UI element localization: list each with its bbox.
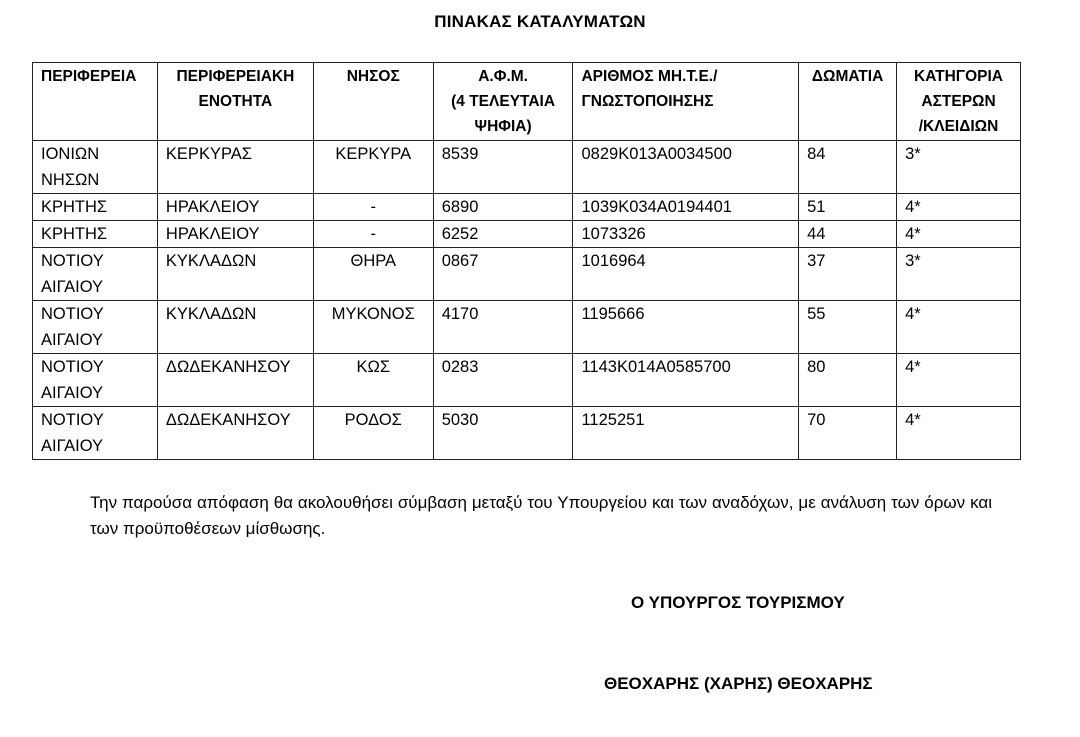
cell-afm: 8539: [433, 141, 573, 194]
cell-island: -: [313, 221, 433, 248]
cell-rooms: 51: [799, 194, 897, 221]
cell-region: ΝΟΤΙΟΥ ΑΙΓΑΙΟΥ: [33, 248, 158, 301]
cell-category: 4*: [897, 407, 1021, 460]
cell-rooms: 37: [799, 248, 897, 301]
cell-afm: 6890: [433, 194, 573, 221]
cell-regional-unit: ΗΡΑΚΛΕΙΟΥ: [157, 221, 313, 248]
cell-rooms: 70: [799, 407, 897, 460]
table-row: [33, 194, 1021, 221]
header-rooms: ΔΩΜΑΤΙΑ: [799, 63, 897, 141]
cell-category: 4*: [897, 301, 1021, 354]
cell-region: ΝΟΤΙΟΥ ΑΙΓΑΙΟΥ: [33, 354, 158, 407]
cell-island: ΚΕΡΚΥΡΑ: [313, 141, 433, 194]
cell-mhte-number: 0829Κ013Α0034500: [573, 141, 799, 194]
cell-region: ΚΡΗΤΗΣ: [33, 221, 158, 248]
cell-category: 4*: [897, 221, 1021, 248]
cell-rooms: 80: [799, 354, 897, 407]
cell-region: ΝΟΤΙΟΥ ΑΙΓΑΙΟΥ: [33, 301, 158, 354]
accommodations-table: [32, 62, 1021, 460]
cell-regional-unit: ΔΩΔΕΚΑΝΗΣΟΥ: [157, 354, 313, 407]
cell-mhte-number: 1073326: [573, 221, 799, 248]
cell-afm: 4170: [433, 301, 573, 354]
cell-category: 4*: [897, 194, 1021, 221]
cell-category: 3*: [897, 141, 1021, 194]
cell-mhte-number: 1143Κ014Α0585700: [573, 354, 799, 407]
signature-title: Ο ΥΠΟΥΡΓΟΣ ΤΟΥΡΙΣΜΟΥ: [631, 593, 845, 612]
cell-regional-unit: ΗΡΑΚΛΕΙΟΥ: [157, 194, 313, 221]
header-regional-unit: ΠΕΡΙΦΕΡΕΙΑΚΗ ΕΝΟΤΗΤΑ: [157, 63, 313, 141]
cell-regional-unit: ΚΕΡΚΥΡΑΣ: [157, 141, 313, 194]
header-category: ΚΑΤΗΓΟΡΙΑ ΑΣΤΕΡΩΝ /ΚΛΕΙΔΙΩΝ: [897, 63, 1021, 141]
header-island: ΝΗΣΟΣ: [313, 63, 433, 141]
cell-mhte-number: 1125251: [573, 407, 799, 460]
cell-mhte-number: 1016964: [573, 248, 799, 301]
signature-name: ΘΕΟΧΑΡΗΣ (ΧΑΡΗΣ) ΘΕΟΧΑΡΗΣ: [604, 674, 873, 693]
cell-regional-unit: ΔΩΔΕΚΑΝΗΣΟΥ: [157, 407, 313, 460]
cell-island: ΘΗΡΑ: [313, 248, 433, 301]
cell-category: 3*: [897, 248, 1021, 301]
cell-regional-unit: ΚΥΚΛΑΔΩΝ: [157, 248, 313, 301]
cell-regional-unit: ΚΥΚΛΑΔΩΝ: [157, 301, 313, 354]
cell-afm: 5030: [433, 407, 573, 460]
cell-mhte-number: 1195666: [573, 301, 799, 354]
cell-island: ΚΩΣ: [313, 354, 433, 407]
table-row: [33, 141, 1021, 194]
cell-afm: 6252: [433, 221, 573, 248]
cell-island: ΜΥΚΟΝΟΣ: [313, 301, 433, 354]
table-header-row: [33, 63, 1021, 141]
table-row: [33, 354, 1021, 407]
cell-island: ΡΟΔΟΣ: [313, 407, 433, 460]
document-title: ΠΙΝΑΚΑΣ ΚΑΤΑΛΥΜΑΤΩΝ: [434, 12, 646, 31]
header-region: ΠΕΡΙΦΕΡΕΙΑ: [33, 63, 158, 141]
cell-region: ΚΡΗΤΗΣ: [33, 194, 158, 221]
cell-afm: 0867: [433, 248, 573, 301]
header-afm: Α.Φ.Μ. (4 ΤΕΛΕΥΤΑΙΑ ΨΗΦΙΑ): [433, 63, 573, 141]
header-mhte-number: ΑΡΙΘΜΟΣ ΜΗ.Τ.Ε./ ΓΝΩΣΤΟΠΟΙΗΣΗΣ: [573, 63, 799, 141]
table-row: [33, 407, 1021, 460]
cell-category: 4*: [897, 354, 1021, 407]
cell-afm: 0283: [433, 354, 573, 407]
cell-region: ΙΟΝΙΩΝ ΝΗΣΩΝ: [33, 141, 158, 194]
table-row: [33, 248, 1021, 301]
table-row: [33, 221, 1021, 248]
cell-mhte-number: 1039Κ034Α0194401: [573, 194, 799, 221]
table-row: [33, 301, 1021, 354]
cell-region: ΝΟΤΙΟΥ ΑΙΓΑΙΟΥ: [33, 407, 158, 460]
table-body: [33, 141, 1021, 460]
cell-island: -: [313, 194, 433, 221]
cell-rooms: 44: [799, 221, 897, 248]
cell-rooms: 84: [799, 141, 897, 194]
cell-rooms: 55: [799, 301, 897, 354]
decision-paragraph: Την παρούσα απόφαση θα ακολουθήσει σύμβαση μεταξύ του Υπουργείου και των αναδόχων, με ανάλυση των όρων και των προϋποθέσεων μίσθωσης.: [90, 493, 992, 538]
